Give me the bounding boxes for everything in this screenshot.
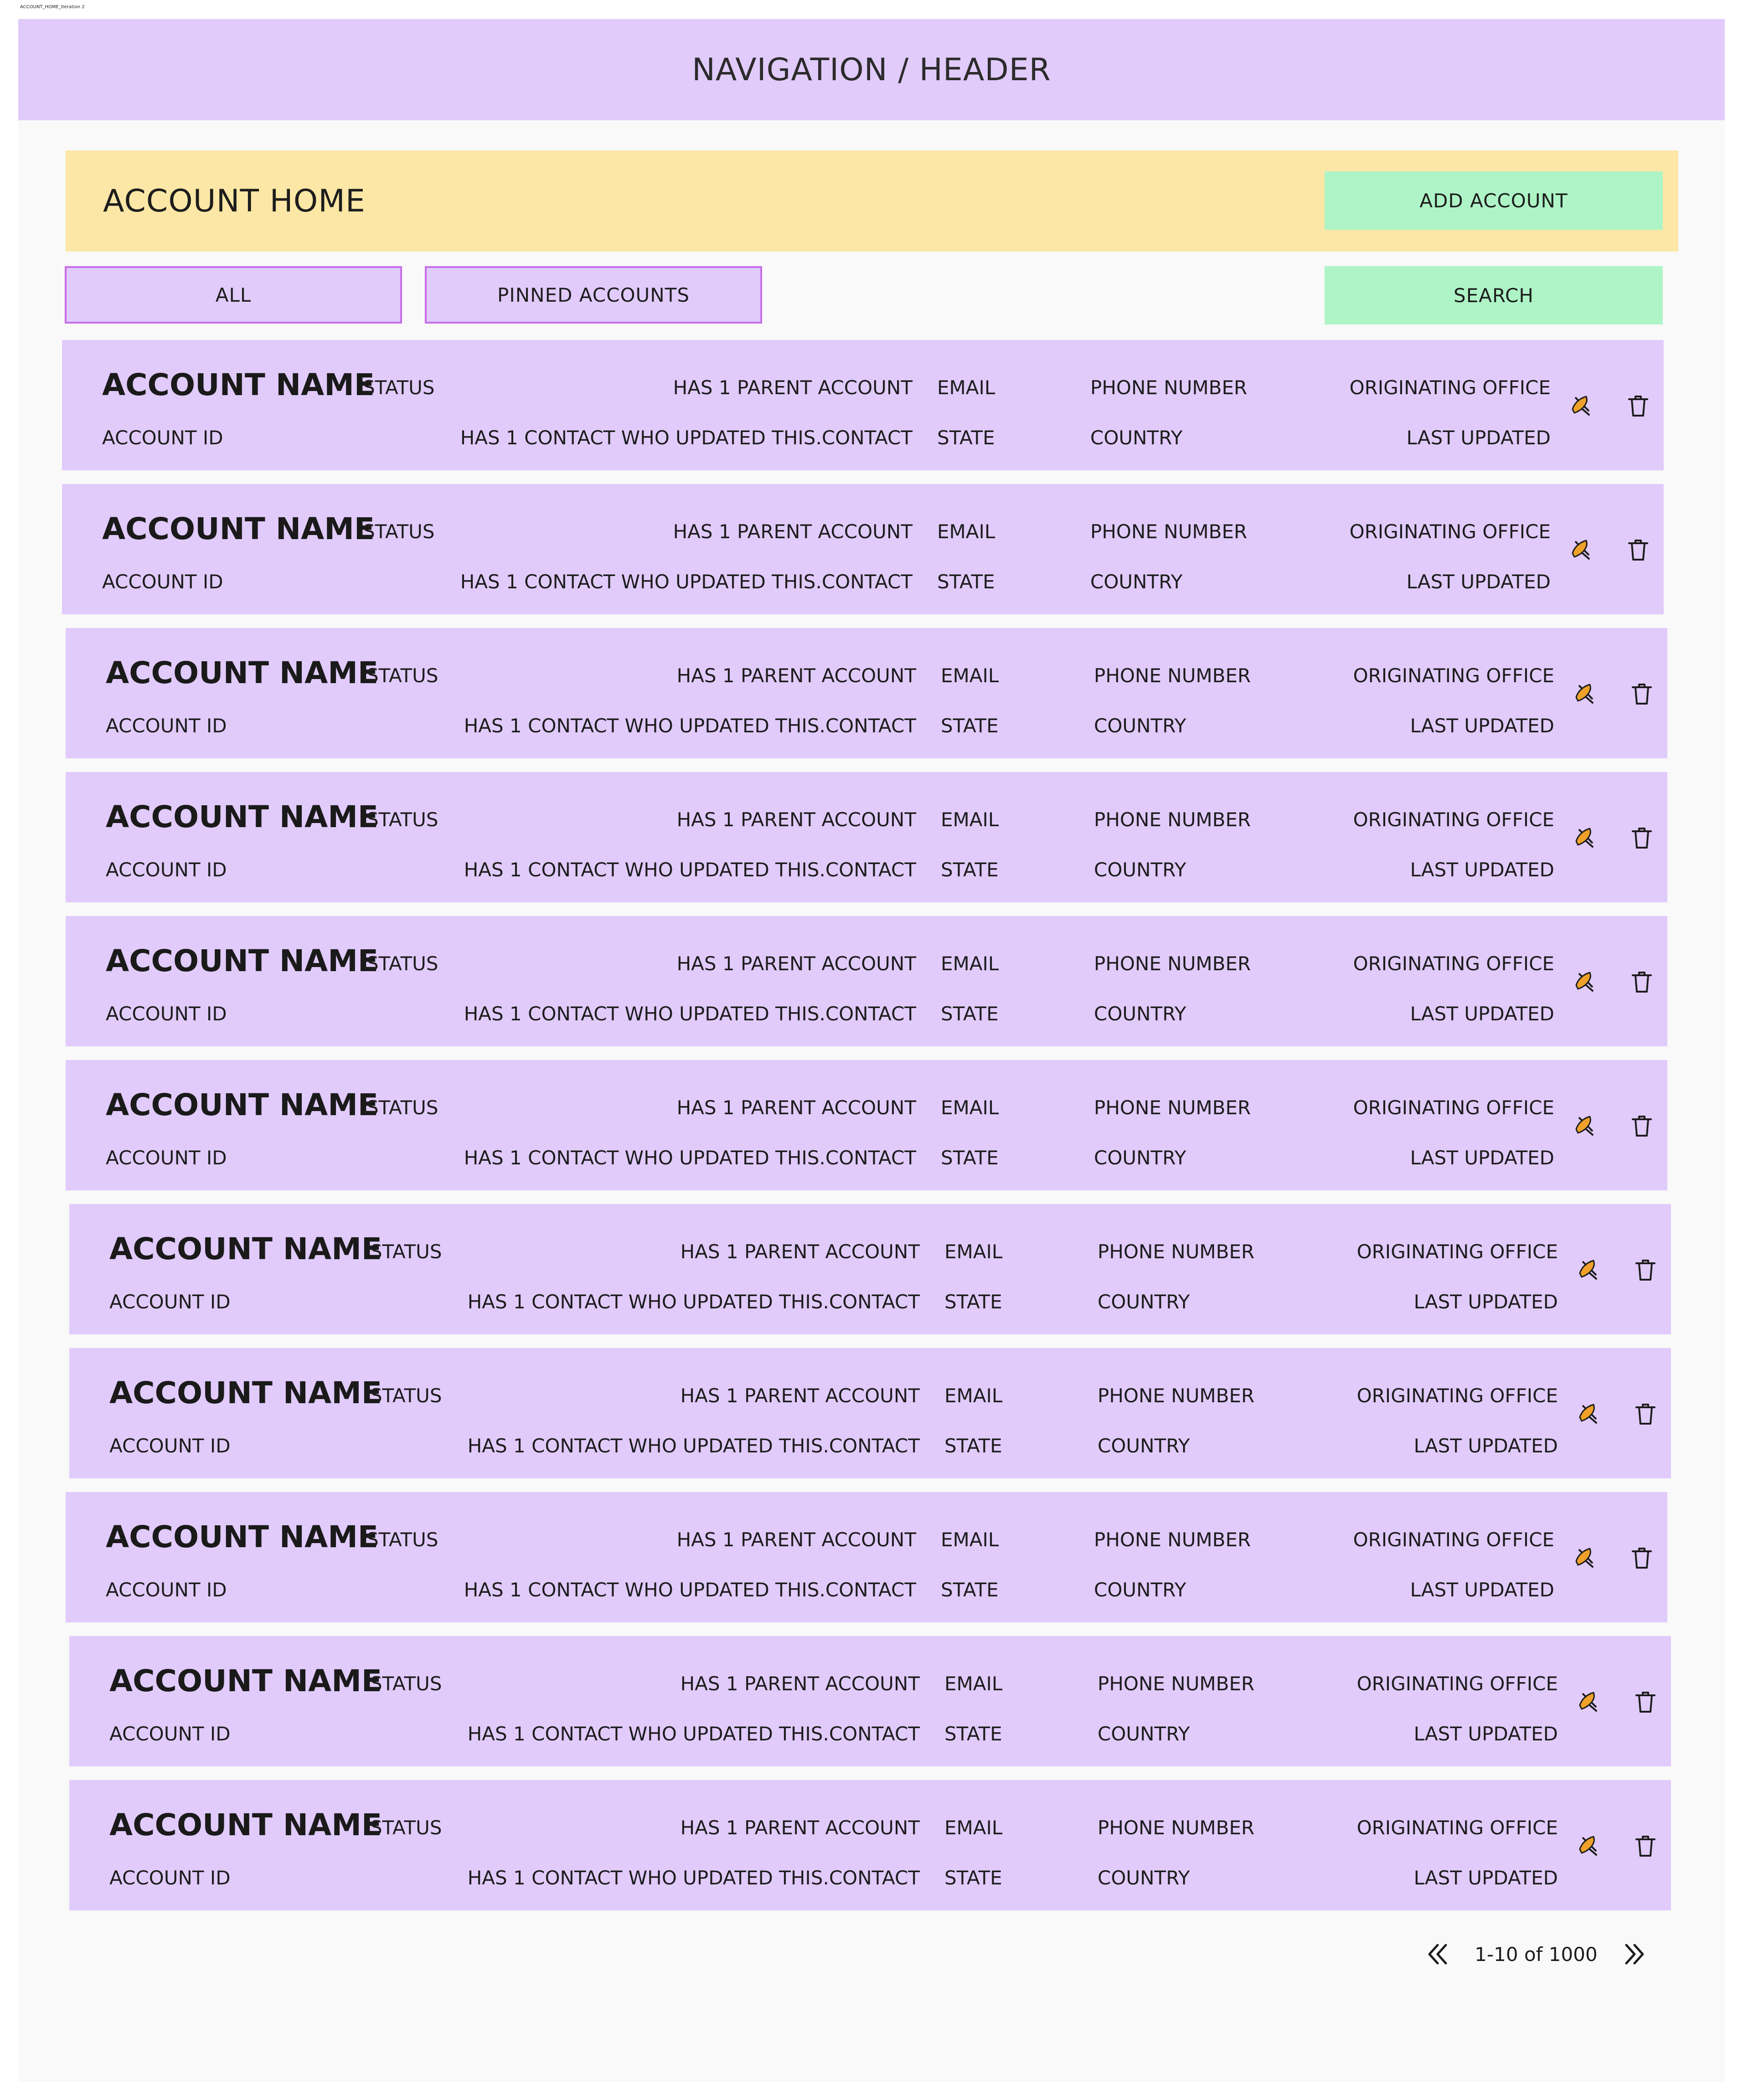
account-status: STATUS [366, 808, 438, 831]
account-country: COUNTRY [1094, 1147, 1186, 1169]
double-chevron-left-icon[interactable] [1424, 1940, 1453, 1969]
account-country: COUNTRY [1094, 715, 1186, 737]
account-state: STATE [941, 859, 999, 881]
last-updated: LAST UPDATED [1413, 1291, 1558, 1313]
originating-office: ORIGINATING OFFICE [1349, 376, 1551, 399]
account-email: EMAIL [937, 376, 995, 399]
pin-icon[interactable] [1566, 535, 1595, 564]
account-state: STATE [944, 1435, 1002, 1457]
contact-info: HAS 1 CONTACT WHO UPDATED THIS.CONTACT [464, 1147, 916, 1169]
last-updated: LAST UPDATED [1406, 571, 1551, 593]
account-status: STATUS [366, 1096, 438, 1119]
account-phone: PHONE NUMBER [1094, 952, 1251, 975]
add-account-button[interactable]: ADD ACCOUNT [1325, 171, 1663, 230]
account-email: EMAIL [941, 1096, 999, 1119]
pin-icon[interactable] [1573, 1399, 1603, 1428]
originating-office: ORIGINATING OFFICE [1356, 1385, 1558, 1407]
account-name: ACCOUNT NAME [109, 1375, 382, 1410]
pin-icon[interactable] [1570, 679, 1599, 708]
pin-icon[interactable] [1570, 1543, 1599, 1572]
parent-account-info: HAS 1 PARENT ACCOUNT [680, 1817, 920, 1839]
account-state: STATE [944, 1291, 1002, 1313]
account-id: ACCOUNT ID [106, 1579, 227, 1601]
parent-account-info: HAS 1 PARENT ACCOUNT [676, 664, 916, 687]
account-phone: PHONE NUMBER [1094, 808, 1251, 831]
account-id: ACCOUNT ID [106, 715, 227, 737]
pin-icon[interactable] [1573, 1831, 1603, 1860]
account-id: ACCOUNT ID [106, 1147, 227, 1169]
navigation-title: NAVIGATION / HEADER [692, 51, 1051, 88]
account-status: STATUS [370, 1673, 442, 1695]
account-phone: PHONE NUMBER [1098, 1385, 1255, 1407]
account-name: ACCOUNT NAME [106, 799, 378, 834]
account-phone: PHONE NUMBER [1098, 1240, 1255, 1263]
last-updated: LAST UPDATED [1410, 1147, 1554, 1169]
account-row[interactable] [66, 1060, 1667, 1190]
last-updated: LAST UPDATED [1410, 715, 1554, 737]
account-id: ACCOUNT ID [109, 1723, 231, 1745]
account-email: EMAIL [941, 664, 999, 687]
account-email: EMAIL [937, 520, 995, 543]
parent-account-info: HAS 1 PARENT ACCOUNT [680, 1385, 920, 1407]
parent-account-info: HAS 1 PARENT ACCOUNT [680, 1240, 920, 1263]
account-email: EMAIL [941, 952, 999, 975]
account-row[interactable] [66, 916, 1667, 1046]
account-email: EMAIL [944, 1385, 1003, 1407]
last-updated: LAST UPDATED [1410, 859, 1554, 881]
pin-icon[interactable] [1573, 1687, 1603, 1716]
account-row[interactable] [69, 1636, 1671, 1766]
parent-account-info: HAS 1 PARENT ACCOUNT [676, 1096, 916, 1119]
account-country: COUNTRY [1090, 571, 1183, 593]
trash-icon[interactable] [1627, 967, 1656, 996]
parent-account-info: HAS 1 PARENT ACCOUNT [676, 808, 916, 831]
originating-office: ORIGINATING OFFICE [1349, 520, 1551, 543]
page-title: ACCOUNT HOME [103, 183, 366, 219]
double-chevron-right-icon[interactable] [1619, 1940, 1648, 1969]
account-country: COUNTRY [1090, 427, 1183, 449]
pin-icon[interactable] [1570, 1111, 1599, 1140]
account-phone: PHONE NUMBER [1094, 664, 1251, 687]
account-id: ACCOUNT ID [102, 427, 223, 449]
trash-icon[interactable] [1631, 1831, 1660, 1860]
account-phone: PHONE NUMBER [1090, 520, 1248, 543]
account-phone: PHONE NUMBER [1098, 1817, 1255, 1839]
trash-icon[interactable] [1624, 391, 1653, 420]
account-row[interactable] [66, 1492, 1667, 1622]
account-name: ACCOUNT NAME [109, 1807, 382, 1843]
account-state: STATE [941, 1147, 999, 1169]
last-updated: LAST UPDATED [1413, 1723, 1558, 1745]
account-state: STATE [941, 715, 999, 737]
account-phone: PHONE NUMBER [1094, 1529, 1251, 1551]
account-name: ACCOUNT NAME [106, 943, 378, 978]
account-state: STATE [937, 427, 995, 449]
last-updated: LAST UPDATED [1410, 1003, 1554, 1025]
search-button[interactable]: SEARCH [1325, 266, 1663, 324]
account-state: STATE [944, 1867, 1002, 1889]
account-name: ACCOUNT NAME [106, 655, 378, 690]
account-name: ACCOUNT NAME [102, 511, 375, 546]
account-phone: PHONE NUMBER [1098, 1673, 1255, 1695]
contact-info: HAS 1 CONTACT WHO UPDATED THIS.CONTACT [467, 1723, 920, 1745]
parent-account-info: HAS 1 PARENT ACCOUNT [673, 376, 913, 399]
parent-account-info: HAS 1 PARENT ACCOUNT [673, 520, 913, 543]
originating-office: ORIGINATING OFFICE [1353, 952, 1554, 975]
tab-pinned-accounts[interactable]: PINNED ACCOUNTS [425, 266, 762, 324]
account-country: COUNTRY [1094, 1579, 1186, 1601]
trash-icon[interactable] [1631, 1399, 1660, 1428]
account-email: EMAIL [944, 1673, 1003, 1695]
account-state: STATE [944, 1723, 1002, 1745]
account-row[interactable] [62, 340, 1664, 470]
tab-all[interactable]: ALL [65, 266, 402, 324]
contact-info: HAS 1 CONTACT WHO UPDATED THIS.CONTACT [464, 859, 916, 881]
contact-info: HAS 1 CONTACT WHO UPDATED THIS.CONTACT [460, 571, 913, 593]
account-id: ACCOUNT ID [106, 1003, 227, 1025]
trash-icon[interactable] [1631, 1255, 1660, 1284]
trash-icon[interactable] [1627, 1111, 1656, 1140]
originating-office: ORIGINATING OFFICE [1356, 1240, 1558, 1263]
account-row[interactable] [66, 628, 1667, 758]
account-row[interactable] [69, 1348, 1671, 1478]
account-id: ACCOUNT ID [109, 1867, 231, 1889]
originating-office: ORIGINATING OFFICE [1356, 1817, 1558, 1839]
account-name: ACCOUNT NAME [106, 1087, 378, 1122]
pin-icon[interactable] [1570, 823, 1599, 852]
account-status: STATUS [363, 376, 435, 399]
parent-account-info: HAS 1 PARENT ACCOUNT [676, 952, 916, 975]
account-phone: PHONE NUMBER [1090, 376, 1248, 399]
pin-icon[interactable] [1570, 967, 1599, 996]
last-updated: LAST UPDATED [1413, 1867, 1558, 1889]
trash-icon[interactable] [1624, 535, 1653, 564]
contact-info: HAS 1 CONTACT WHO UPDATED THIS.CONTACT [467, 1291, 920, 1313]
originating-office: ORIGINATING OFFICE [1353, 1529, 1554, 1551]
pagination-label: 1-10 of 1000 [1475, 1943, 1598, 1966]
pin-icon[interactable] [1573, 1255, 1603, 1284]
contact-info: HAS 1 CONTACT WHO UPDATED THIS.CONTACT [467, 1867, 920, 1889]
account-name: ACCOUNT NAME [106, 1519, 378, 1554]
trash-icon[interactable] [1627, 1543, 1656, 1572]
account-email: EMAIL [944, 1817, 1003, 1839]
account-row[interactable] [66, 772, 1667, 902]
account-id: ACCOUNT ID [106, 859, 227, 881]
account-status: STATUS [366, 664, 438, 687]
contact-info: HAS 1 CONTACT WHO UPDATED THIS.CONTACT [464, 715, 916, 737]
contact-info: HAS 1 CONTACT WHO UPDATED THIS.CONTACT [467, 1435, 920, 1457]
trash-icon[interactable] [1631, 1687, 1660, 1716]
account-status: STATUS [363, 520, 435, 543]
account-id: ACCOUNT ID [109, 1435, 231, 1457]
originating-office: ORIGINATING OFFICE [1356, 1673, 1558, 1695]
originating-office: ORIGINATING OFFICE [1353, 1096, 1554, 1119]
contact-info: HAS 1 CONTACT WHO UPDATED THIS.CONTACT [464, 1003, 916, 1025]
account-name: ACCOUNT NAME [109, 1663, 382, 1699]
account-state: STATE [941, 1579, 999, 1601]
account-country: COUNTRY [1098, 1435, 1190, 1457]
account-status: STATUS [370, 1240, 442, 1263]
account-country: COUNTRY [1098, 1723, 1190, 1745]
account-row[interactable] [69, 1204, 1671, 1334]
account-email: EMAIL [941, 808, 999, 831]
account-country: COUNTRY [1098, 1291, 1190, 1313]
account-name: ACCOUNT NAME [102, 367, 375, 402]
contact-info: HAS 1 CONTACT WHO UPDATED THIS.CONTACT [464, 1579, 916, 1601]
account-status: STATUS [366, 1529, 438, 1551]
account-country: COUNTRY [1094, 859, 1186, 881]
originating-office: ORIGINATING OFFICE [1353, 664, 1554, 687]
account-state: STATE [937, 571, 995, 593]
account-row[interactable] [69, 1780, 1671, 1910]
account-state: STATE [941, 1003, 999, 1025]
pin-icon[interactable] [1566, 391, 1595, 420]
account-email: EMAIL [944, 1240, 1003, 1263]
originating-office: ORIGINATING OFFICE [1353, 808, 1554, 831]
account-status: STATUS [370, 1385, 442, 1407]
contact-info: HAS 1 CONTACT WHO UPDATED THIS.CONTACT [460, 427, 913, 449]
parent-account-info: HAS 1 PARENT ACCOUNT [680, 1673, 920, 1695]
last-updated: LAST UPDATED [1413, 1435, 1558, 1457]
frame-label: ACCOUNT_HOME_Iteration 2 [20, 5, 85, 10]
account-row[interactable] [62, 484, 1664, 614]
account-phone: PHONE NUMBER [1094, 1096, 1251, 1119]
account-email: EMAIL [941, 1529, 999, 1551]
account-id: ACCOUNT ID [109, 1291, 231, 1313]
account-id: ACCOUNT ID [102, 571, 223, 593]
last-updated: LAST UPDATED [1406, 427, 1551, 449]
account-country: COUNTRY [1094, 1003, 1186, 1025]
navigation-header [18, 19, 1725, 120]
account-status: STATUS [370, 1817, 442, 1839]
account-country: COUNTRY [1098, 1867, 1190, 1889]
page-canvas [18, 18, 1725, 2082]
account-status: STATUS [366, 952, 438, 975]
trash-icon[interactable] [1627, 823, 1656, 852]
last-updated: LAST UPDATED [1410, 1579, 1554, 1601]
account-name: ACCOUNT NAME [109, 1231, 382, 1266]
parent-account-info: HAS 1 PARENT ACCOUNT [676, 1529, 916, 1551]
trash-icon[interactable] [1627, 679, 1656, 708]
